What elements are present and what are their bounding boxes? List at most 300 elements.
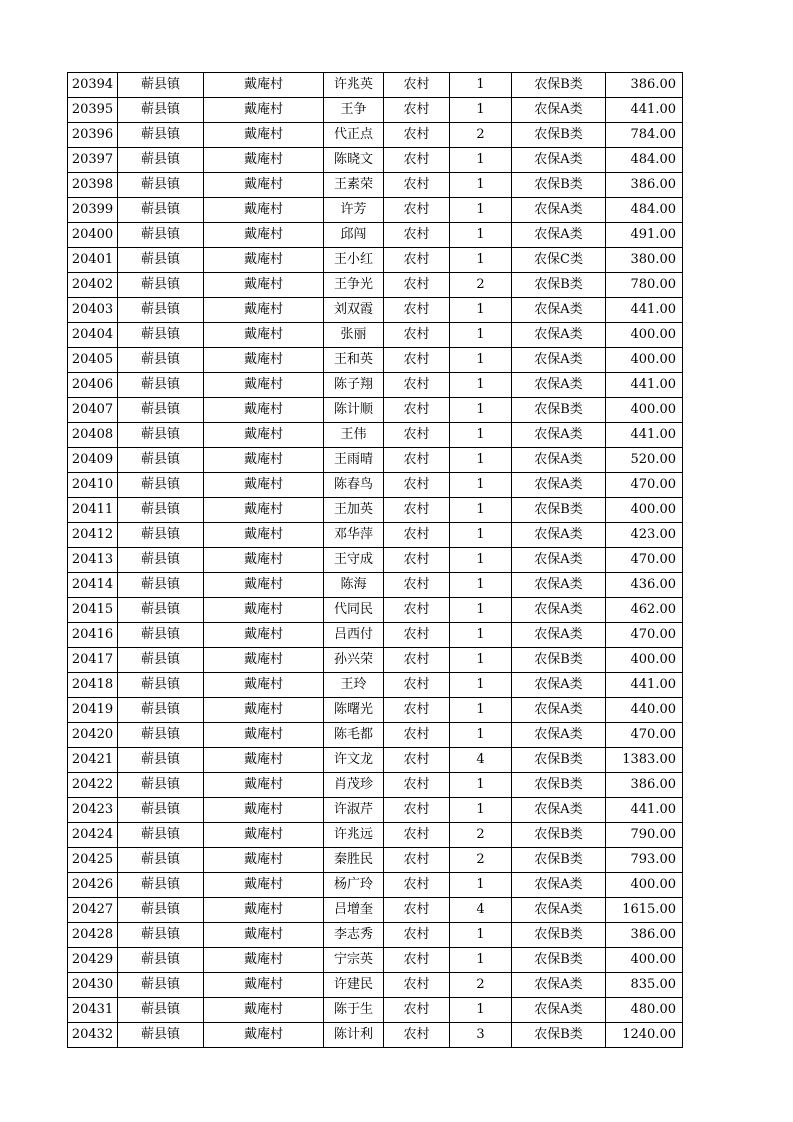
table-row: [68, 723, 683, 748]
village-cell: 戴庵村: [204, 448, 324, 473]
table-row: [68, 998, 683, 1023]
household-type-cell: 农村: [384, 373, 450, 398]
town-cell: 蕲县镇: [118, 723, 204, 748]
serial-number-cell: 20430: [68, 973, 118, 998]
village-cell: 戴庵村: [204, 423, 324, 448]
town-cell: 蕲县镇: [118, 798, 204, 823]
table-row: [68, 423, 683, 448]
village-cell: 戴庵村: [204, 248, 324, 273]
name-cell: 陈计顺: [324, 398, 384, 423]
town-cell: 蕲县镇: [118, 298, 204, 323]
name-cell: 秦胜民: [324, 848, 384, 873]
amount-cell: 1383.00: [606, 748, 683, 773]
person-count-cell: 1: [450, 73, 512, 98]
insurance-category-cell: 农保B类: [512, 648, 606, 673]
name-cell: 王雨晴: [324, 448, 384, 473]
name-cell: 王和英: [324, 348, 384, 373]
town-cell: 蕲县镇: [118, 998, 204, 1023]
serial-number-cell: 20412: [68, 523, 118, 548]
amount-cell: 780.00: [606, 273, 683, 298]
amount-cell: 380.00: [606, 248, 683, 273]
insurance-category-cell: 农保A类: [512, 548, 606, 573]
person-count-cell: 2: [450, 973, 512, 998]
household-type-cell: 农村: [384, 198, 450, 223]
insurance-category-cell: 农保A类: [512, 223, 606, 248]
village-cell: 戴庵村: [204, 823, 324, 848]
person-count-cell: 1: [450, 598, 512, 623]
insurance-category-cell: 农保B类: [512, 923, 606, 948]
serial-number-cell: 20429: [68, 948, 118, 973]
town-cell: 蕲县镇: [118, 173, 204, 198]
serial-number-cell: 20414: [68, 573, 118, 598]
household-type-cell: 农村: [384, 173, 450, 198]
name-cell: 许建民: [324, 973, 384, 998]
insurance-category-cell: 农保A类: [512, 798, 606, 823]
serial-number-cell: 20427: [68, 898, 118, 923]
table-row: [68, 573, 683, 598]
insurance-category-cell: 农保A类: [512, 473, 606, 498]
table-row: [68, 373, 683, 398]
person-count-cell: 1: [450, 248, 512, 273]
village-cell: 戴庵村: [204, 198, 324, 223]
village-cell: 戴庵村: [204, 73, 324, 98]
insurance-category-cell: 农保A类: [512, 623, 606, 648]
table-row: [68, 248, 683, 273]
name-cell: 吕增奎: [324, 898, 384, 923]
village-cell: 戴庵村: [204, 748, 324, 773]
household-type-cell: 农村: [384, 348, 450, 373]
name-cell: 肖茂珍: [324, 773, 384, 798]
table-row: [68, 273, 683, 298]
village-cell: 戴庵村: [204, 873, 324, 898]
town-cell: 蕲县镇: [118, 323, 204, 348]
household-type-cell: 农村: [384, 573, 450, 598]
insurance-category-cell: 农保C类: [512, 248, 606, 273]
person-count-cell: 1: [450, 323, 512, 348]
amount-cell: 441.00: [606, 798, 683, 823]
village-cell: 戴庵村: [204, 98, 324, 123]
serial-number-cell: 20394: [68, 73, 118, 98]
town-cell: 蕲县镇: [118, 423, 204, 448]
name-cell: 王争光: [324, 273, 384, 298]
name-cell: 王守成: [324, 548, 384, 573]
person-count-cell: 1: [450, 773, 512, 798]
table-row: [68, 173, 683, 198]
serial-number-cell: 20432: [68, 1023, 118, 1048]
village-cell: 戴庵村: [204, 148, 324, 173]
serial-number-cell: 20419: [68, 698, 118, 723]
household-type-cell: 农村: [384, 423, 450, 448]
town-cell: 蕲县镇: [118, 73, 204, 98]
name-cell: 陈春鸟: [324, 473, 384, 498]
table-row: [68, 223, 683, 248]
town-cell: 蕲县镇: [118, 573, 204, 598]
household-type-cell: 农村: [384, 673, 450, 698]
table-row: [68, 123, 683, 148]
insurance-category-cell: 农保A类: [512, 523, 606, 548]
village-cell: 戴庵村: [204, 123, 324, 148]
amount-cell: 520.00: [606, 448, 683, 473]
name-cell: 王伟: [324, 423, 384, 448]
serial-number-cell: 20410: [68, 473, 118, 498]
person-count-cell: 1: [450, 148, 512, 173]
serial-number-cell: 20406: [68, 373, 118, 398]
serial-number-cell: 20418: [68, 673, 118, 698]
household-type-cell: 农村: [384, 273, 450, 298]
name-cell: 张丽: [324, 323, 384, 348]
person-count-cell: 1: [450, 698, 512, 723]
village-cell: 戴庵村: [204, 298, 324, 323]
person-count-cell: 1: [450, 648, 512, 673]
town-cell: 蕲县镇: [118, 648, 204, 673]
name-cell: 陈计利: [324, 1023, 384, 1048]
amount-cell: 400.00: [606, 873, 683, 898]
serial-number-cell: 20405: [68, 348, 118, 373]
person-count-cell: 1: [450, 798, 512, 823]
town-cell: 蕲县镇: [118, 148, 204, 173]
name-cell: 宁宗英: [324, 948, 384, 973]
amount-cell: 470.00: [606, 623, 683, 648]
serial-number-cell: 20395: [68, 98, 118, 123]
serial-number-cell: 20421: [68, 748, 118, 773]
insurance-category-cell: 农保A类: [512, 673, 606, 698]
town-cell: 蕲县镇: [118, 623, 204, 648]
village-cell: 戴庵村: [204, 573, 324, 598]
town-cell: 蕲县镇: [118, 923, 204, 948]
table-row: [68, 148, 683, 173]
person-count-cell: 2: [450, 848, 512, 873]
amount-cell: 1615.00: [606, 898, 683, 923]
serial-number-cell: 20407: [68, 398, 118, 423]
insurance-category-cell: 农保B类: [512, 73, 606, 98]
village-cell: 戴庵村: [204, 373, 324, 398]
table-row: [68, 1023, 683, 1048]
household-type-cell: 农村: [384, 498, 450, 523]
insurance-category-cell: 农保A类: [512, 373, 606, 398]
serial-number-cell: 20423: [68, 798, 118, 823]
town-cell: 蕲县镇: [118, 123, 204, 148]
household-type-cell: 农村: [384, 548, 450, 573]
household-type-cell: 农村: [384, 598, 450, 623]
village-cell: 戴庵村: [204, 998, 324, 1023]
village-cell: 戴庵村: [204, 973, 324, 998]
amount-cell: 400.00: [606, 648, 683, 673]
town-cell: 蕲县镇: [118, 473, 204, 498]
village-cell: 戴庵村: [204, 473, 324, 498]
table-row: [68, 948, 683, 973]
name-cell: 许文龙: [324, 748, 384, 773]
table-row: [68, 398, 683, 423]
table-row: [68, 448, 683, 473]
serial-number-cell: 20409: [68, 448, 118, 473]
person-count-cell: 1: [450, 673, 512, 698]
table-row: [68, 298, 683, 323]
serial-number-cell: 20401: [68, 248, 118, 273]
serial-number-cell: 20400: [68, 223, 118, 248]
town-cell: 蕲县镇: [118, 1023, 204, 1048]
village-cell: 戴庵村: [204, 273, 324, 298]
name-cell: 陈子翔: [324, 373, 384, 398]
name-cell: 许兆英: [324, 73, 384, 98]
table-row: [68, 623, 683, 648]
table-row: [68, 198, 683, 223]
town-cell: 蕲县镇: [118, 273, 204, 298]
insurance-category-cell: 农保A类: [512, 698, 606, 723]
person-count-cell: 1: [450, 548, 512, 573]
table-row: [68, 98, 683, 123]
table-row: [68, 323, 683, 348]
insurance-category-cell: 农保A类: [512, 998, 606, 1023]
serial-number-cell: 20431: [68, 998, 118, 1023]
name-cell: 陈曙光: [324, 698, 384, 723]
table-row: [68, 673, 683, 698]
insurance-category-cell: 农保B类: [512, 848, 606, 873]
amount-cell: 480.00: [606, 998, 683, 1023]
household-type-cell: 农村: [384, 298, 450, 323]
serial-number-cell: 20417: [68, 648, 118, 673]
person-count-cell: 1: [450, 523, 512, 548]
table-row: [68, 898, 683, 923]
name-cell: 杨广玲: [324, 873, 384, 898]
table-row: [68, 873, 683, 898]
name-cell: 许兆远: [324, 823, 384, 848]
name-cell: 刘双霞: [324, 298, 384, 323]
insurance-category-cell: 农保B类: [512, 748, 606, 773]
name-cell: 邓华萍: [324, 523, 384, 548]
serial-number-cell: 20402: [68, 273, 118, 298]
town-cell: 蕲县镇: [118, 373, 204, 398]
amount-cell: 441.00: [606, 423, 683, 448]
serial-number-cell: 20416: [68, 623, 118, 648]
village-cell: 戴庵村: [204, 623, 324, 648]
insurance-category-cell: 农保A类: [512, 423, 606, 448]
name-cell: 李志秀: [324, 923, 384, 948]
name-cell: 王加英: [324, 498, 384, 523]
amount-cell: 441.00: [606, 298, 683, 323]
village-cell: 戴庵村: [204, 398, 324, 423]
household-type-cell: 农村: [384, 873, 450, 898]
amount-cell: 400.00: [606, 348, 683, 373]
amount-cell: 386.00: [606, 73, 683, 98]
village-cell: 戴庵村: [204, 598, 324, 623]
town-cell: 蕲县镇: [118, 398, 204, 423]
amount-cell: 423.00: [606, 523, 683, 548]
name-cell: 陈毛都: [324, 723, 384, 748]
insurance-category-cell: 农保A类: [512, 323, 606, 348]
amount-cell: 386.00: [606, 773, 683, 798]
insurance-category-cell: 农保A类: [512, 198, 606, 223]
table-row: [68, 473, 683, 498]
table-row: [68, 748, 683, 773]
insurance-category-cell: 农保B类: [512, 173, 606, 198]
serial-number-cell: 20426: [68, 873, 118, 898]
household-type-cell: 农村: [384, 448, 450, 473]
table-row: [68, 348, 683, 373]
household-type-cell: 农村: [384, 148, 450, 173]
insurance-category-cell: 农保A类: [512, 873, 606, 898]
household-type-cell: 农村: [384, 848, 450, 873]
person-count-cell: 1: [450, 373, 512, 398]
person-count-cell: 1: [450, 448, 512, 473]
town-cell: 蕲县镇: [118, 98, 204, 123]
town-cell: 蕲县镇: [118, 673, 204, 698]
town-cell: 蕲县镇: [118, 598, 204, 623]
serial-number-cell: 20397: [68, 148, 118, 173]
village-cell: 戴庵村: [204, 698, 324, 723]
town-cell: 蕲县镇: [118, 523, 204, 548]
insurance-category-cell: 农保A类: [512, 973, 606, 998]
insurance-category-cell: 农保A类: [512, 148, 606, 173]
insurance-category-cell: 农保B类: [512, 823, 606, 848]
insurance-category-cell: 农保A类: [512, 348, 606, 373]
serial-number-cell: 20408: [68, 423, 118, 448]
insurance-category-cell: 农保A类: [512, 723, 606, 748]
person-count-cell: 2: [450, 123, 512, 148]
village-cell: 戴庵村: [204, 798, 324, 823]
household-type-cell: 农村: [384, 473, 450, 498]
insurance-category-cell: 农保A类: [512, 598, 606, 623]
town-cell: 蕲县镇: [118, 223, 204, 248]
village-cell: 戴庵村: [204, 548, 324, 573]
person-count-cell: 1: [450, 173, 512, 198]
town-cell: 蕲县镇: [118, 248, 204, 273]
amount-cell: 790.00: [606, 823, 683, 848]
amount-cell: 400.00: [606, 498, 683, 523]
household-type-cell: 农村: [384, 73, 450, 98]
amount-cell: 386.00: [606, 923, 683, 948]
name-cell: 吕西付: [324, 623, 384, 648]
amount-cell: 470.00: [606, 723, 683, 748]
amount-cell: 835.00: [606, 973, 683, 998]
person-count-cell: 1: [450, 498, 512, 523]
amount-cell: 386.00: [606, 173, 683, 198]
table-row: [68, 973, 683, 998]
amount-cell: 793.00: [606, 848, 683, 873]
insurance-category-cell: 农保A类: [512, 298, 606, 323]
town-cell: 蕲县镇: [118, 748, 204, 773]
name-cell: 代正点: [324, 123, 384, 148]
village-cell: 戴庵村: [204, 523, 324, 548]
name-cell: 邱闯: [324, 223, 384, 248]
household-type-cell: 农村: [384, 823, 450, 848]
household-type-cell: 农村: [384, 798, 450, 823]
table-row: [68, 648, 683, 673]
insurance-category-cell: 农保B类: [512, 123, 606, 148]
amount-cell: 484.00: [606, 148, 683, 173]
village-cell: 戴庵村: [204, 498, 324, 523]
household-type-cell: 农村: [384, 923, 450, 948]
insurance-category-cell: 农保B类: [512, 773, 606, 798]
table-row: [68, 523, 683, 548]
town-cell: 蕲县镇: [118, 848, 204, 873]
name-cell: 王玲: [324, 673, 384, 698]
amount-cell: 440.00: [606, 698, 683, 723]
household-type-cell: 农村: [384, 248, 450, 273]
amount-cell: 484.00: [606, 198, 683, 223]
household-type-cell: 农村: [384, 123, 450, 148]
serial-number-cell: 20428: [68, 923, 118, 948]
town-cell: 蕲县镇: [118, 898, 204, 923]
amount-cell: 470.00: [606, 548, 683, 573]
person-count-cell: 2: [450, 273, 512, 298]
person-count-cell: 3: [450, 1023, 512, 1048]
serial-number-cell: 20396: [68, 123, 118, 148]
town-cell: 蕲县镇: [118, 973, 204, 998]
town-cell: 蕲县镇: [118, 873, 204, 898]
household-type-cell: 农村: [384, 698, 450, 723]
insurance-category-cell: 农保B类: [512, 498, 606, 523]
village-cell: 戴庵村: [204, 848, 324, 873]
insurance-category-cell: 农保B类: [512, 1023, 606, 1048]
household-type-cell: 农村: [384, 1023, 450, 1048]
insurance-category-cell: 农保B类: [512, 398, 606, 423]
table-row: [68, 798, 683, 823]
town-cell: 蕲县镇: [118, 448, 204, 473]
amount-cell: 1240.00: [606, 1023, 683, 1048]
serial-number-cell: 20420: [68, 723, 118, 748]
amount-cell: 400.00: [606, 323, 683, 348]
serial-number-cell: 20415: [68, 598, 118, 623]
name-cell: 王小红: [324, 248, 384, 273]
town-cell: 蕲县镇: [118, 948, 204, 973]
serial-number-cell: 20404: [68, 323, 118, 348]
household-type-cell: 农村: [384, 998, 450, 1023]
village-cell: 戴庵村: [204, 923, 324, 948]
town-cell: 蕲县镇: [118, 548, 204, 573]
person-count-cell: 1: [450, 298, 512, 323]
table-row: [68, 923, 683, 948]
serial-number-cell: 20411: [68, 498, 118, 523]
amount-cell: 470.00: [606, 473, 683, 498]
person-count-cell: 1: [450, 398, 512, 423]
household-type-cell: 农村: [384, 773, 450, 798]
household-type-cell: 农村: [384, 748, 450, 773]
person-count-cell: 4: [450, 748, 512, 773]
person-count-cell: 1: [450, 623, 512, 648]
person-count-cell: 1: [450, 198, 512, 223]
village-cell: 戴庵村: [204, 348, 324, 373]
town-cell: 蕲县镇: [118, 698, 204, 723]
amount-cell: 441.00: [606, 373, 683, 398]
amount-cell: 436.00: [606, 573, 683, 598]
village-cell: 戴庵村: [204, 648, 324, 673]
table-row: [68, 498, 683, 523]
person-count-cell: 1: [450, 723, 512, 748]
records-table: [67, 72, 683, 1048]
name-cell: 孙兴荣: [324, 648, 384, 673]
household-type-cell: 农村: [384, 723, 450, 748]
serial-number-cell: 20422: [68, 773, 118, 798]
village-cell: 戴庵村: [204, 773, 324, 798]
village-cell: 戴庵村: [204, 223, 324, 248]
table-row: [68, 598, 683, 623]
name-cell: 许芳: [324, 198, 384, 223]
name-cell: 王争: [324, 98, 384, 123]
table-row: [68, 548, 683, 573]
person-count-cell: 1: [450, 223, 512, 248]
village-cell: 戴庵村: [204, 723, 324, 748]
household-type-cell: 农村: [384, 323, 450, 348]
household-type-cell: 农村: [384, 973, 450, 998]
village-cell: 戴庵村: [204, 948, 324, 973]
name-cell: 陈海: [324, 573, 384, 598]
village-cell: 戴庵村: [204, 173, 324, 198]
person-count-cell: 4: [450, 898, 512, 923]
serial-number-cell: 20403: [68, 298, 118, 323]
amount-cell: 462.00: [606, 598, 683, 623]
records-table-body: [68, 73, 683, 1048]
household-type-cell: 农村: [384, 98, 450, 123]
